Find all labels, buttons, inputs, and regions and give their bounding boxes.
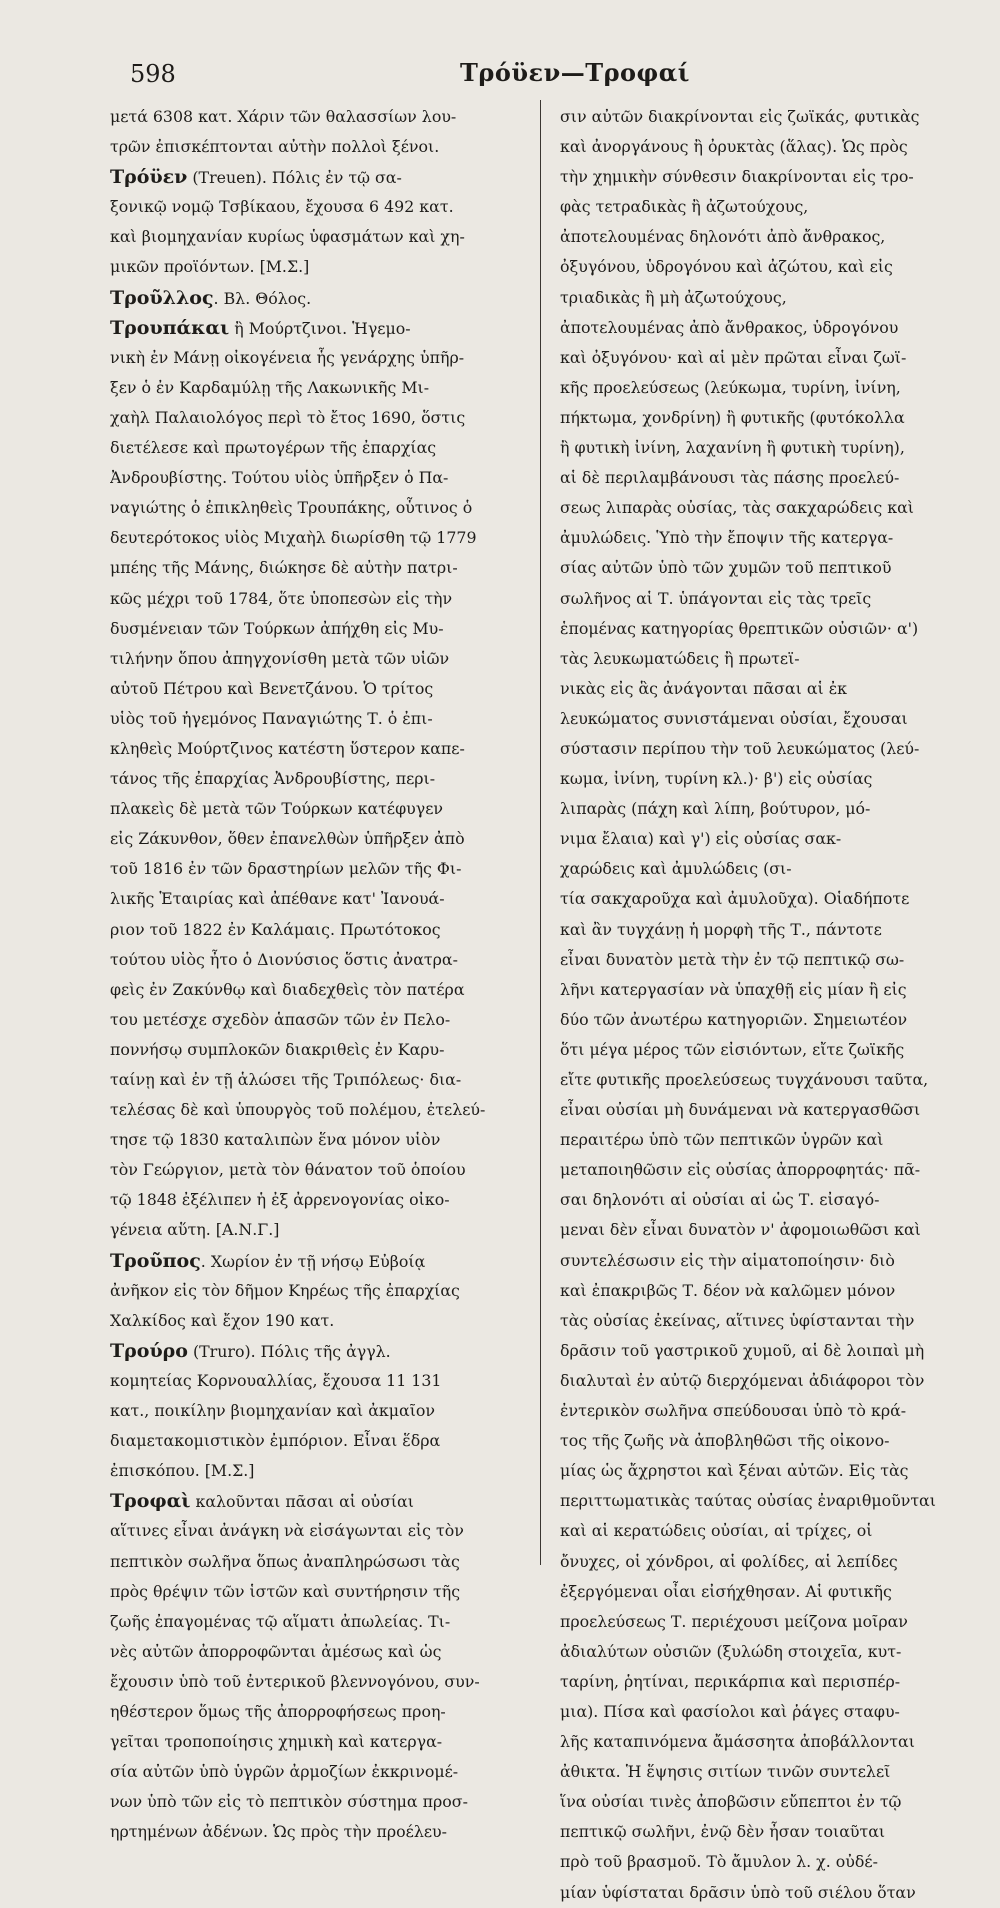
text-line <box>110 584 525 614</box>
text-line <box>110 1095 525 1125</box>
line-text: νων ὑπὸ τῶν εἰς τὸ πεπτικὸν σύστημα προσ- <box>110 1792 468 1812</box>
text-line: καὶ ἀνοργάνους ἢ ὀρυκτὰς (ἅλας). Ὡς πρὸς <box>560 137 908 157</box>
text-line: τὰς οὐσίας ἐκείνας, αἵτινες ὑφίστανται τὴν <box>560 1310 915 1330</box>
line-text: κατ., ποικίλην βιομηχανίαν καὶ ἀκμαῖον <box>110 1401 436 1421</box>
text-line: σωλῆνος αἱ Τ. ὑπάγονται εἰς τὰς τρεῖς <box>560 588 872 608</box>
text-line: λῆνι κατεργασίαν νὰ ὑπαχθῇ εἰς μίαν ἢ εἰς <box>560 979 907 999</box>
text-line: κῆς προελεύσεως (λεύκωμα, τυρίνη, ἰνίνη, <box>560 377 901 397</box>
text-line <box>110 1155 525 1185</box>
text-line: περαιτέρω ὑπὸ τῶν πεπτικῶν ὑγρῶν καὶ <box>560 1130 884 1150</box>
line-text: αἵτινες εἶναι ἀνάγκη νὰ εἰσάγωνται εἰς τὸν <box>110 1521 464 1541</box>
text-line <box>110 1637 525 1667</box>
line-text: ποννήσῳ συμπλοκῶν διακριθεὶς ἐν Καρυ- <box>110 1039 445 1059</box>
text-line <box>110 1667 525 1697</box>
text-line <box>110 1697 525 1727</box>
text-line <box>110 1607 525 1637</box>
line-text: ναγιώτης ὁ ἐπικληθεὶς Τρουπάκης, οὗτινος ὁ <box>110 498 473 518</box>
text-line: λιπαρὰς (πάχη καὶ λίπη, βούτυρον, μό- <box>560 799 871 819</box>
text-line: πρὸ τοῦ βρασμοῦ. Τὸ ἄμυλον λ. χ. οὐδέ- <box>560 1852 878 1872</box>
text-line <box>110 1396 525 1426</box>
line-text: νὲς αὐτῶν ἀπορροφῶνται ἀμέσως καὶ ὡς <box>110 1641 442 1661</box>
text-line <box>110 1065 525 1095</box>
line-text: πλακεὶς δὲ μετὰ τῶν Τούρκων κατέφυγεν <box>110 799 443 819</box>
text-line: χαρώδεις καὶ ἀμυλώδεις (σι- <box>560 859 792 879</box>
line-text: ριον τοῦ 1822 ἐν Καλάμαις. Πρωτότοκος <box>110 919 441 939</box>
line-text: διετέλεσε καὶ πρωτογέρων τῆς ἐπαρχίας <box>110 438 437 458</box>
text-line <box>110 1005 525 1035</box>
entry-line <box>110 162 525 192</box>
text-line: σεως λιπαρὰς οὐσίας, τὰς σακχαρώδεις καὶ <box>560 498 914 518</box>
entry-line <box>110 1246 525 1276</box>
line-text: νικὴ ἐν Μάνῃ οἰκογένεια ἧς γενάρχης ὑπῆρ- <box>110 347 465 367</box>
line-text: λικῆς Ἑταιρίας καὶ ἀπέθανε κατ' Ἰανουά- <box>110 889 445 909</box>
entry-line <box>110 313 525 343</box>
text-line <box>110 704 525 734</box>
text-line <box>110 192 525 222</box>
text-line: εἶναι δυνατὸν μετὰ τὴν ἐν τῷ πεπτικῷ σω- <box>560 949 905 969</box>
text-line: ἀδιαλύτων οὐσιῶν (ξυλώδη στοιχεῖα, κυτ- <box>560 1641 902 1661</box>
line-text: μετά 6308 κατ. Χάριν τῶν θαλασσίων λου- <box>110 107 457 126</box>
line-text: . Χωρίον ἐν τῇ νήσῳ Εὐβοίᾳ <box>200 1251 426 1271</box>
line-text: γεῖται τροποποίησις χημικὴ καὶ κατεργα- <box>110 1732 443 1752</box>
line-text: τῷ 1848 ἐξέλιπεν ἡ ἐξ ἀρρενογονίας οἰκο- <box>110 1190 450 1210</box>
text-line <box>110 1125 525 1155</box>
line-text: δυσμένειαν τῶν Τούρκων ἀπήχθη εἰς Μυ- <box>110 618 444 638</box>
text-line: ἀποτελουμένας ἀπὸ ἄνθρακος, ὑδρογόνου <box>560 317 899 337</box>
text-line <box>110 1215 525 1245</box>
text-line: ἐντερικὸν σωλῆνα σπεύδουσαι ὑπὸ τὸ κρά- <box>560 1401 907 1421</box>
text-line: καὶ αἱ κερατώδεις οὐσίαι, αἱ τρίχες, οἱ <box>560 1521 873 1541</box>
line-text: τάνος τῆς ἐπαρχίας Ἀνδρουβίστης, περι- <box>110 769 436 789</box>
text-line <box>110 975 525 1005</box>
text-line <box>110 614 525 644</box>
text-line <box>110 884 525 914</box>
text-line: ἀθικτα. Ἡ ἕψησις σιτίων τινῶν συντελεῖ <box>560 1762 891 1782</box>
line-text: τιλήνην ὅπου ἀπηγχονίσθη μετὰ τῶν υἱῶν <box>110 648 450 668</box>
text-line: σύστασιν περίπου τὴν τοῦ λευκώματος (λεύ- <box>560 738 920 758</box>
entry-headword: Τροῦπος <box>110 1249 201 1272</box>
line-text: ξονικῷ νομῷ Τσβίκαου, ἔχουσα 6 492 κατ. <box>110 197 454 217</box>
text-line: ἢ φυτικὴ ἰνίνη, λαχανίνη ἢ φυτικὴ τυρίνη), <box>560 438 905 458</box>
text-line <box>110 1787 525 1817</box>
entry-headword: Τρούρο <box>110 1339 188 1362</box>
line-text: (Treuen). Πόλις ἐν τῷ σα- <box>187 168 402 188</box>
line-text: ζωῆς ἐπαγομένας τῷ αἵματι ἀπωλείας. Τι- <box>110 1611 451 1631</box>
text-line: τὰς λευκωματώδεις ἢ πρωτεϊ- <box>560 648 800 668</box>
line-text: πεπτικὸν σωλῆνα ὅπως ἀναπληρώσωσι τὰς <box>110 1551 460 1571</box>
text-line: ταρίνη, ῥητίναι, περικάρπια καὶ περισπέρ- <box>560 1671 901 1691</box>
entry-line <box>110 1336 525 1366</box>
text-line: μια). Πίσα καὶ φασίολοι καὶ ῥάγες σταφυ- <box>560 1701 900 1721</box>
text-line <box>110 1516 525 1546</box>
line-text: κῶς μέχρι τοῦ 1784, ὅτε ὑποπεσὼν εἰς τὴν <box>110 588 453 608</box>
text-line <box>110 1757 525 1787</box>
text-line: ὄνυχες, οἱ χόνδροι, αἱ φολίδες, αἱ λεπίδες <box>560 1551 898 1571</box>
line-text: μπέης τῆς Μάνης, διώκησε δὲ αὐτὴν πατρι- <box>110 558 458 578</box>
text-line: αἱ δὲ περιλαμβάνουσι τὰς πάσης προελεύ- <box>560 468 900 488</box>
entry-headword: Τροφαὶ <box>110 1490 191 1513</box>
line-text: διαμετακομιστικὸν ἐμπόριον. Εἶναι ἕδρα <box>110 1431 441 1451</box>
page-number: 598 <box>130 60 176 88</box>
text-line: ἵνα οὐσίαι τινὲς ἀποβῶσιν εὔπεπτοι ἐν τῷ <box>560 1792 902 1812</box>
line-text: του μετέσχε σχεδὸν ἁπασῶν τῶν ἐν Πελο- <box>110 1009 451 1029</box>
entry-line <box>110 283 525 313</box>
text-line: μεναι δὲν εἶναι δυνατὸν ν' ἀφομοιωθῶσι καὶ <box>560 1220 921 1240</box>
text-line: μίας ὡς ἄχρηστοι καὶ ξέναι αὐτῶν. Εἰς τὰς <box>560 1461 909 1481</box>
text-line: κωμα, ἰνίνη, τυρίνη κλ.)· β') εἰς οὐσίας <box>560 769 873 789</box>
running-head: Τρόϋεν—Τροφαί <box>460 58 690 87</box>
text-line <box>110 463 525 493</box>
line-text: καλοῦνται πᾶσαι αἱ οὐσίαι <box>190 1492 414 1512</box>
text-line <box>110 132 525 162</box>
line-text: . Βλ. Θόλος. <box>213 288 312 308</box>
text-line: ἀποτελουμένας δηλονότι ἀπὸ ἄνθρακος, <box>560 227 886 247</box>
text-line: ὀξυγόνου, ὑδρογόνου καὶ ἀζώτου, καὶ εἰς <box>560 257 893 277</box>
text-line <box>110 674 525 704</box>
text-line: φὰς τετραδικὰς ἢ ἀζωτούχους, <box>560 197 809 217</box>
left-column <box>110 102 525 1847</box>
text-line: σίας αὐτῶν ὑπὸ τῶν χυμῶν τοῦ πεπτικοῦ <box>560 558 892 578</box>
text-line <box>110 945 525 975</box>
text-line: πεπτικῷ σωλῆνι, ἐνῷ δὲν ἦσαν τοιαῦται <box>560 1822 886 1842</box>
entry-line <box>110 1486 525 1516</box>
text-line: καὶ ὀξυγόνου· καὶ αἱ μὲν πρῶται εἶναι ζωϊ- <box>560 347 907 367</box>
line-text: ταίνῃ καὶ ἐν τῇ ἁλώσει τῆς Τριπόλεως· δια- <box>110 1070 462 1089</box>
text-line <box>110 1306 525 1336</box>
line-text: κληθεὶς Μούρτζινος κατέστη ὕστερον καπε- <box>110 738 465 758</box>
text-line: δύο τῶν ἀνωτέρω κατηγοριῶν. Σημειωτέον <box>560 1009 908 1029</box>
line-text: πρὸς θρέψιν τῶν ἱστῶν καὶ συντήρησιν τῆς <box>110 1581 461 1601</box>
text-line: καὶ ἐπακριβῶς Τ. δέον νὰ καλῶμεν μόνον <box>560 1280 896 1300</box>
text-line <box>110 734 525 764</box>
line-text: τούτου υἱὸς ἦτο ὁ Διονύσιος ὅστις ἀνατρα- <box>110 949 458 969</box>
line-text: τησε τῷ 1830 καταλιπὼν ἕνα μόνον υἱὸν <box>110 1130 441 1150</box>
entry-headword: Τρουπάκαι <box>110 316 230 339</box>
line-text: ἔχουσιν ὑπὸ τοῦ ἐντερικοῦ βλεννογόνου, συν- <box>110 1671 480 1691</box>
text-line: ἑπομένας κατηγορίας θρεπτικῶν οὐσιῶν· α') <box>560 618 919 638</box>
text-line <box>110 824 525 854</box>
text-line: εἴτε φυτικῆς προελεύσεως τυγχάνουσι ταῦτα, <box>560 1070 929 1089</box>
text-line <box>110 764 525 794</box>
line-text: γένεια αὕτη. [Α.Ν.Γ.] <box>110 1220 280 1240</box>
text-line: συντελέσωσιν εἰς τὴν αἱματοποίησιν· διὸ <box>560 1250 895 1270</box>
line-text: ἀνῆκον εἰς τὸν δῆμον Κηρέως τῆς ἐπαρχίας <box>110 1280 460 1300</box>
text-line: μεταποιηθῶσιν εἰς οὐσίας ἀπορροφητάς· πᾶ- <box>560 1160 921 1180</box>
text-line <box>110 854 525 884</box>
text-line: νικὰς εἰς ἃς ἀνάγονται πᾶσαι αἱ ἐκ <box>560 678 848 698</box>
text-line <box>110 102 525 132</box>
line-text: τρῶν ἐπισκέπτονται αὐτὴν πολλοὶ ξένοι. <box>110 137 440 157</box>
line-text: Χαλκίδος καὶ ἔχον 190 κατ. <box>110 1310 335 1330</box>
text-line: καὶ ἂν τυγχάνῃ ἡ μορφὴ τῆς Τ., πάντοτε <box>560 919 882 939</box>
text-line <box>110 1185 525 1215</box>
line-text: τοῦ 1816 ἐν τῶν δραστηρίων μελῶν τῆς Φι- <box>110 859 462 879</box>
line-text: καὶ βιομηχανίαν κυρίως ὑφασμάτων καὶ χη- <box>110 227 465 247</box>
text-line <box>110 252 525 282</box>
text-line <box>110 1035 525 1065</box>
text-line: νιμα ἔλαια) καὶ γ') εἰς οὐσίας σακ- <box>560 829 842 849</box>
text-line: ἀμυλώδεις. Ὑπὸ τὴν ἔποψιν τῆς κατεργα- <box>560 528 894 548</box>
text-line <box>110 222 525 252</box>
right-column <box>560 102 952 1908</box>
line-text: χαὴλ Παλαιολόγος περὶ τὸ ἔτος 1690, ὅστις <box>110 407 466 427</box>
line-text: μικῶν προϊόντων. [Μ.Σ.] <box>110 257 310 277</box>
text-line <box>110 1456 525 1486</box>
text-line <box>110 553 525 583</box>
text-line <box>110 1817 525 1847</box>
line-text: ξεν ὁ ἐν Καρδαμύλῃ τῆς Λακωνικῆς Μι- <box>110 377 430 397</box>
text-line <box>110 403 525 433</box>
line-text: φεὶς ἐν Ζακύνθῳ καὶ διαδεχθεὶς τὸν πατέρα <box>110 979 465 999</box>
text-line: σαι δηλονότι αἱ οὐσίαι αἱ ὡς Τ. εἰσαγό- <box>560 1190 880 1210</box>
text-line: σιν αὐτῶν διακρίνονται εἰς ζωϊκάς, φυτικὰς <box>560 107 920 126</box>
text-line: λῆς καταπινόμενα ἄμάσσητα ἀποβάλλονται <box>560 1732 915 1752</box>
text-line: δρᾶσιν τοῦ γαστρικοῦ χυμοῦ, αἱ δὲ λοιπαὶ μὴ <box>560 1340 925 1360</box>
text-line <box>110 1577 525 1607</box>
column-rule <box>540 100 541 1565</box>
text-line: εἶναι οὐσίαι μὴ δυνάμεναι νὰ κατεργασθῶσι <box>560 1100 921 1120</box>
line-text: αὐτοῦ Πέτρου καὶ Βενετζάνου. Ὁ τρίτος <box>110 678 434 698</box>
line-text: κομητείας Κορνουαλλίας, ἔχουσα 11 131 <box>110 1370 442 1390</box>
text-line <box>110 433 525 463</box>
text-line: μίαν ὑφίσταται δρᾶσιν ὑπὸ τοῦ σιέλου ὅταν <box>560 1882 916 1902</box>
line-text: (Truro). Πόλις τῆς ἀγγλ. <box>187 1341 391 1361</box>
line-text: δευτερότοκος υἱὸς Μιχαὴλ διωρίσθη τῷ 1779 <box>110 528 477 548</box>
entry-headword: Τροῦλλος <box>110 286 214 309</box>
text-line <box>110 1727 525 1757</box>
text-line <box>110 1547 525 1577</box>
line-text: ηρτημένων ἀδένων. Ὡς πρὸς τὴν προέλευ- <box>110 1822 447 1842</box>
text-line <box>110 1426 525 1456</box>
text-line: τος τῆς ζωῆς νὰ ἀποβληθῶσι τῆς οἰκονο- <box>560 1431 890 1451</box>
text-line: τριαδικὰς ἢ μὴ ἀζωτούχους, <box>560 287 787 307</box>
text-line: τία σακχαροῦχα καὶ ἀμυλοῦχα). Οἱαδήποτε <box>560 889 910 909</box>
line-text: τὸν Γεώργιον, μετὰ τὸν θάνατον τοῦ ὁποίου <box>110 1160 466 1180</box>
text-line: τὴν χημικὴν σύνθεσιν διακρίνονται εἰς τρο- <box>560 167 914 187</box>
text-line: πήκτωμα, χονδρίνη) ἢ φυτικῆς (φυτόκολλα <box>560 407 905 427</box>
text-line <box>110 373 525 403</box>
text-line <box>110 1276 525 1306</box>
text-line: λευκώματος συνιστάμεναι οὐσίαι, ἔχουσαι <box>560 708 908 728</box>
line-text: υἱὸς τοῦ ἡγεμόνος Παναγιώτης Τ. ὁ ἐπι- <box>110 708 433 728</box>
line-text: ηθέστερον ὅμως τῆς ἀπορροφήσεως προη- <box>110 1701 446 1721</box>
line-text: Ἀνδρουβίστης. Τούτου υἱὸς ὑπῆρξεν ὁ Πα- <box>110 468 449 488</box>
text-line: ἐξεργόμεναι οἶαι εἰσήχθησαν. Αἱ φυτικῆς <box>560 1581 892 1601</box>
text-line: προελεύσεως Τ. περιέχουσι μείζονα μοῖραν <box>560 1611 908 1631</box>
text-line <box>110 343 525 373</box>
text-line <box>110 1366 525 1396</box>
text-line: ὅτι μέγα μέρος τῶν εἰσιόντων, εἴτε ζωϊκῆς <box>560 1039 905 1059</box>
text-line: περιττωματικὰς ταύτας οὐσίας ἐναριθμοῦνται <box>560 1491 936 1511</box>
line-text: σία αὐτῶν ὑπὸ ὑγρῶν ἀρμοζίων ἐκκρινομέ- <box>110 1762 459 1782</box>
line-text: ἐπισκόπου. [Μ.Σ.] <box>110 1461 255 1481</box>
text-line <box>110 915 525 945</box>
line-text: τελέσας δὲ καὶ ὑπουργὸς τοῦ πολέμου, ἐτελεύ- <box>110 1100 486 1120</box>
line-text: ἢ Μούρτζινοι. Ἡγεμο- <box>229 318 411 338</box>
text-line <box>110 794 525 824</box>
line-text: εἰς Ζάκυνθον, ὅθεν ἐπανελθὼν ὑπῆρξεν ἀπὸ <box>110 829 465 849</box>
text-line <box>110 523 525 553</box>
text-line <box>110 493 525 523</box>
text-line <box>110 644 525 674</box>
text-line: διαλυταὶ ἐν αὐτῷ διερχόμεναι ἀδιάφοροι τὸν <box>560 1370 925 1390</box>
entry-headword: Τρόϋεν <box>110 166 188 189</box>
